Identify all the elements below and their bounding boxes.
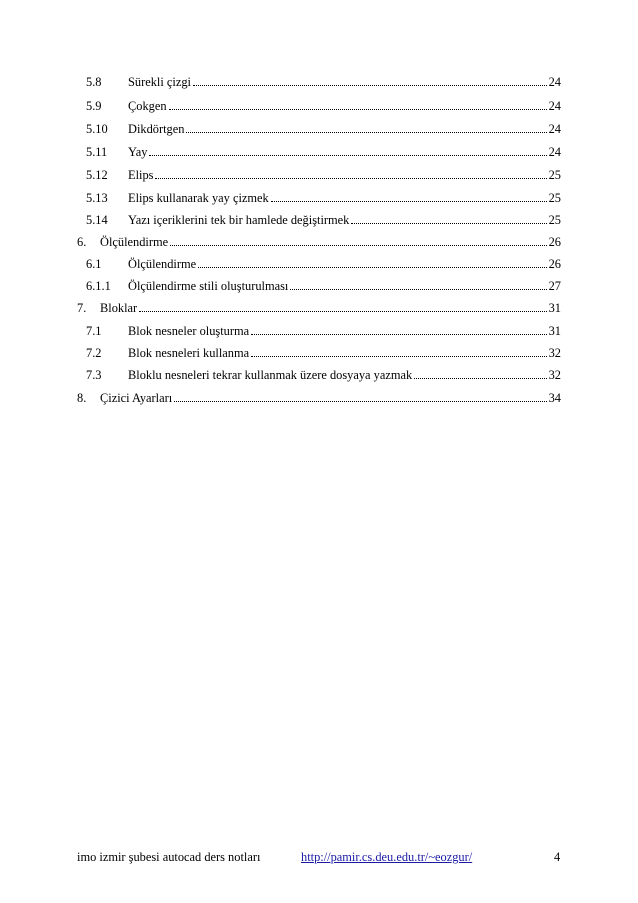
- toc-entry-number: 5.14: [86, 213, 108, 227]
- toc-entry-number: 6.: [77, 235, 87, 249]
- toc-entry[interactable]: [0, 165, 638, 185]
- toc-entry-page: 31: [548, 324, 561, 338]
- page-footer: [0, 845, 638, 869]
- toc-dot-leader: [251, 321, 546, 335]
- toc-entry[interactable]: [0, 142, 638, 162]
- toc-entry[interactable]: [0, 388, 638, 408]
- toc-entry-number: 5.13: [86, 191, 108, 205]
- toc-entry-number: 6.1.1: [86, 279, 111, 293]
- toc-entry-page: 25: [548, 168, 561, 182]
- toc-dot-leader: [193, 72, 547, 86]
- toc-entry-page: 32: [548, 368, 561, 382]
- toc-entry-title: Bloklar: [100, 301, 138, 315]
- toc-entry[interactable]: [0, 298, 638, 318]
- toc-entry-number: 7.2: [86, 346, 102, 360]
- toc-entry-number: 5.12: [86, 168, 108, 182]
- page-number: 4: [554, 850, 561, 864]
- footer-link[interactable]: http://pamir.cs.deu.edu.tr/~eozgur/: [301, 850, 473, 864]
- toc-dot-leader: [170, 232, 546, 246]
- toc-dot-leader: [186, 119, 546, 133]
- toc-entry[interactable]: [0, 321, 638, 341]
- toc-entry-page: 24: [548, 145, 561, 159]
- toc-entry-number: 6.1: [86, 257, 102, 271]
- toc-entry-page: 24: [548, 99, 561, 113]
- toc-entry-page: 25: [548, 213, 561, 227]
- toc-entry-title: Bloklu nesneleri tekrar kullanmak üzere dosyaya yazmak: [128, 368, 413, 382]
- toc-dot-leader: [174, 388, 546, 402]
- toc-entry-title: Ölçülendirme stili oluşturulması: [128, 279, 289, 293]
- toc-entry-title: Dikdörtgen: [128, 122, 185, 136]
- toc-entry-number: 5.9: [86, 99, 102, 113]
- toc-entry-page: 34: [548, 391, 561, 405]
- toc-entry[interactable]: [0, 210, 638, 230]
- toc-entry[interactable]: [0, 365, 638, 385]
- toc-dot-leader: [251, 343, 546, 357]
- toc-entry[interactable]: [0, 254, 638, 274]
- toc-entry[interactable]: [0, 343, 638, 363]
- toc-entry-title: Çokgen: [128, 99, 167, 113]
- toc-entry-title: Ölçülendirme: [128, 257, 197, 271]
- toc-entry-number: 7.3: [86, 368, 102, 382]
- toc-entry[interactable]: [0, 188, 638, 208]
- toc-entry-page: 24: [548, 75, 561, 89]
- toc-entry-number: 8.: [77, 391, 87, 405]
- toc-dot-leader: [271, 188, 547, 202]
- toc-entry-page: 31: [548, 301, 561, 315]
- toc-dot-leader: [139, 298, 546, 312]
- toc-entry-page: 32: [548, 346, 561, 360]
- toc-entry-number: 5.11: [86, 145, 108, 159]
- toc-entry-number: 5.10: [86, 122, 108, 136]
- toc-entry[interactable]: [0, 72, 638, 92]
- toc-dot-leader: [414, 365, 546, 379]
- toc-dot-leader: [169, 96, 547, 110]
- toc-dot-leader: [155, 165, 546, 179]
- toc-entry-title: Çizici Ayarları: [100, 391, 173, 405]
- toc-entry-page: 25: [548, 191, 561, 205]
- toc-entry-page: 26: [548, 235, 561, 249]
- footer-text: imo izmir şubesi autocad ders notları: [77, 850, 261, 864]
- toc-entry-title: Yay: [128, 145, 148, 159]
- toc-entry-title: Ölçülendirme: [100, 235, 169, 249]
- toc-entry-title: Yazı içeriklerini tek bir hamlede değiştirmek: [128, 213, 350, 227]
- toc-dot-leader: [149, 142, 546, 156]
- toc-dot-leader: [290, 276, 546, 290]
- toc-entry[interactable]: [0, 119, 638, 139]
- toc-dot-leader: [198, 254, 546, 268]
- toc-entry[interactable]: [0, 276, 638, 296]
- table-of-contents: [0, 0, 638, 420]
- toc-entry-title: Elips kullanarak yay çizmek: [128, 191, 269, 205]
- toc-entry-number: 7.: [77, 301, 87, 315]
- toc-entry[interactable]: [0, 232, 638, 252]
- toc-dot-leader: [351, 210, 546, 224]
- toc-entry[interactable]: [0, 96, 638, 116]
- toc-entry-number: 7.1: [86, 324, 102, 338]
- toc-entry-title: Blok nesneleri kullanma: [128, 346, 250, 360]
- toc-entry-title: Elips: [128, 168, 154, 182]
- toc-entry-title: Blok nesneler oluşturma: [128, 324, 250, 338]
- toc-entry-page: 26: [548, 257, 561, 271]
- toc-entry-page: 24: [548, 122, 561, 136]
- toc-entry-page: 27: [548, 279, 561, 293]
- toc-entry-number: 5.8: [86, 75, 102, 89]
- toc-entry-title: Sürekli çizgi: [128, 75, 191, 89]
